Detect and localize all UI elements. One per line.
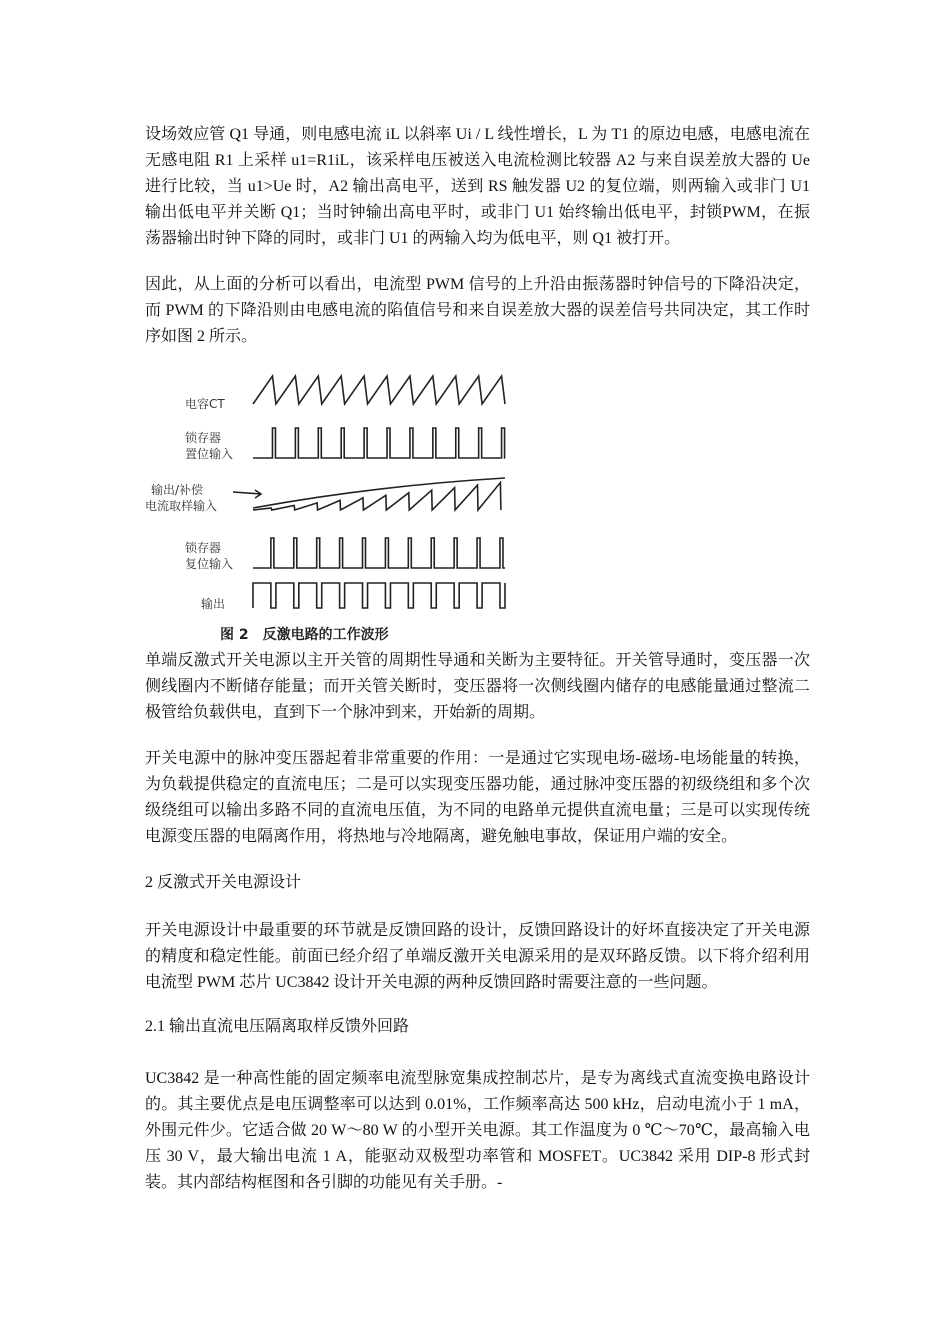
section-heading-2-1: 2.1 输出直流电压隔离取样反馈外回路 bbox=[145, 1018, 410, 1035]
label-feedback-2: 电流取样输入 bbox=[145, 499, 218, 513]
current-sense-ramp-wave bbox=[253, 483, 501, 510]
label-latch-set-2: 置位输入 bbox=[185, 447, 234, 461]
paragraph-1: 设场效应管 Q1 导通，则电感电流 iL 以斜率 Ui / L 线性增长，L 为 T1 的原边电感，电感电流在无感电阻 R1 上采样 u1=R1iL，该采样电压被送入电流检测比较器 A2 与来自误差放大器的 Ue 进行比较，当 u1>Ue 时，A2 输出高电平，送到 RS 触发器 U2 的复位端，则两输入或非门 U1 输出低电平并关断 Q1；当时钟输出高电平时，或非门 U1 始终输出低电平，封锁PWM，在振荡器输出时钟下降的同时，或非门 U1 的两输入均为低电平，则 Q1 被打开。 bbox=[145, 126, 810, 247]
label-latch-reset-1: 锁存器 bbox=[185, 541, 222, 555]
ct-sawtooth-wave bbox=[253, 376, 505, 404]
label-output: 输出 bbox=[201, 597, 226, 611]
feedback-arrow bbox=[233, 490, 261, 498]
waveform-figure bbox=[145, 368, 515, 648]
latch-reset-pulse-wave bbox=[253, 538, 505, 568]
label-capacitor-ct: 电容CT bbox=[185, 397, 225, 411]
latch-set-pulse-wave bbox=[253, 428, 505, 458]
output-pwm-wave bbox=[253, 583, 505, 608]
figure-caption: 图 2 反激电路的工作波形 bbox=[220, 627, 389, 643]
paragraph-3: 单端反激式开关电源以主开关管的周期性导通和关断为主要特征。开关管导通时，变压器一次侧线圈内不断储存能量；而开关管关断时，变压器将一次侧线圈内储存的电感能量通过整流二极管给负载供电，直到下一个脉冲到来，开始新的周期。 bbox=[145, 652, 810, 721]
label-feedback-1: 输出/补偿 bbox=[151, 483, 204, 497]
paragraph-6: UC3842 是一种高性能的固定频率电流型脉宽集成控制芯片，是专为离线式直流变换电路设计的。其主要优点是电压调整率可以达到 0.01%，工作频率高达 500 kHz，启动电流小于 1 mA，外围元件少。它适合做 20 W～80 W 的小型开关电源。其工作温度为 0 ℃～70℃，最高输入电压 30 V，最大输出电流 1 A，能驱动双极型功率管和 MOSFET。UC3842 采用 DIP-8 形式封装。其内部结构框图和各引脚的功能见有关手册。- bbox=[145, 1070, 810, 1191]
waveform-diagram bbox=[145, 368, 515, 648]
section-heading-2: 2 反激式开关电源设计 bbox=[145, 874, 302, 891]
paragraph-4: 开关电源中的脉冲变压器起着非常重要的作用：一是通过它实现电场-磁场-电场能量的转换，为负载提供稳定的直流电压；二是可以实现变压器功能，通过脉冲变压器的初级绕组和多个次级绕组可以输出多路不同的直流电压值，为不同的电路单元提供直流电量；三是可以实现传统电源变压器的电隔离作用，将热地与冷地隔离，避免触电事故，保证用户端的安全。 bbox=[145, 750, 810, 845]
paragraph-5: 开关电源设计中最重要的环节就是反馈回路的设计，反馈回路设计的好坏直接决定了开关电源的精度和稳定性能。前面已经介绍了单端反激开关电源采用的是双环路反馈。以下将介绍利用电流型 PWM 芯片 UC3842 设计开关电源的两种反馈回路时需要注意的一些问题。 bbox=[145, 922, 810, 991]
label-latch-reset-2: 复位输入 bbox=[185, 557, 234, 571]
label-latch-set-1: 锁存器 bbox=[185, 431, 222, 445]
error-threshold-line bbox=[253, 478, 505, 508]
paragraph-2: 因此，从上面的分析可以看出，电流型 PWM 信号的上升沿由振荡器时钟信号的下降沿决定，而 PWM 的下降沿则由电感电流的陷值信号和来自误差放大器的误差信号共同决定，其工作时序如图 2 所示。 bbox=[145, 276, 810, 345]
